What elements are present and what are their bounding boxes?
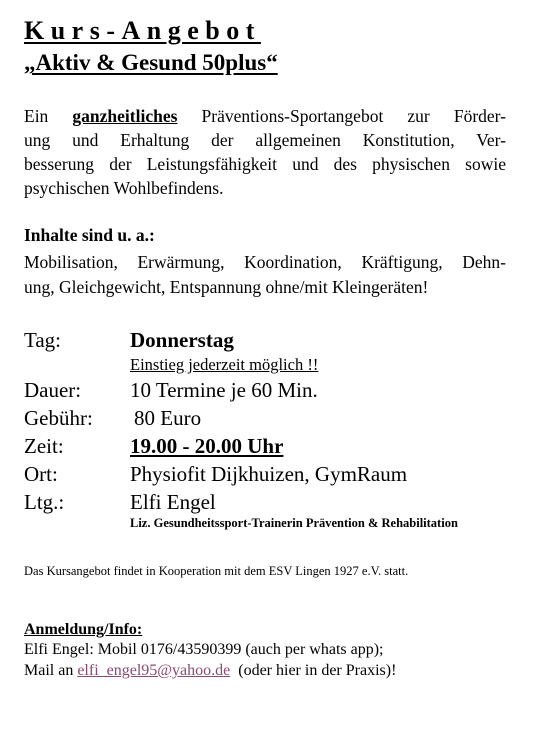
instructor-license: Liz. Gesundheitssport-Trainerin Prävention & Rehabilitation [130,516,458,530]
registration-phone-line: Elfi Engel: Mobil 0176/43590399 (auch per whats app); [24,641,384,658]
cooperation-note: Das Kursangebot findet in Kooperation mit dem ESV Lingen 1927 e.V. statt. [24,564,409,578]
fee-value: 80 Euro [134,406,202,430]
intro-paragraph [24,104,506,200]
duration-label: Dauer: [24,378,82,402]
time-label: Zeit: [24,434,64,458]
location-value: Physiofit Dijkhuizen, GymRaum [130,462,408,486]
registration-heading: Anmeldung/Info: [24,621,143,638]
registration-mail-line: Mail an elfi_engel95@yahoo.de (oder hier in der Praxis)! [24,662,397,679]
time-value: 19.00 - 20.00 Uhr [130,434,284,458]
intro-line-3: besserung der Leistungsfähigkeit und des physischen sowie [24,154,506,174]
contents-paragraph [24,250,506,300]
join-anytime-note: Einstieg jederzeit möglich !! [130,355,319,374]
contents-line-2: ung, Gleichgewicht, Entspannung ohne/mit Kleingeräten! [24,277,429,297]
day-value: Donnerstag [130,328,234,352]
contents-line-1: Mobilisation, Erwärmung, Koordination, Kräftigung, Dehn- [24,252,506,272]
intro-line-2: ung und Erhaltung der allgemeinen Konstitution, Ver- [24,130,506,150]
contents-heading: Inhalte sind u. a.: [24,225,155,245]
fee-label: Gebühr: [24,406,93,430]
course-name-subtitle: „Aktiv & Gesund 50plus“ [24,50,278,75]
intro-line-1: Ein ganzheitliches Präventions-Sportangebot zur Förder- [24,106,506,126]
day-label: Tag: [24,328,62,352]
intro-highlight-word: ganzheitliches [72,106,178,126]
duration-value: 10 Termine je 60 Min. [130,378,318,402]
course-offer-title: Kurs-Angebot [24,16,261,45]
location-label: Ort: [24,462,58,486]
instructor-value: Elfi Engel [130,490,216,514]
email-link[interactable]: elfi_engel95@yahoo.de [77,662,231,679]
intro-line-4: psychischen Wohlbefindens. [24,178,224,198]
instructor-label: Ltg.: [24,490,65,514]
